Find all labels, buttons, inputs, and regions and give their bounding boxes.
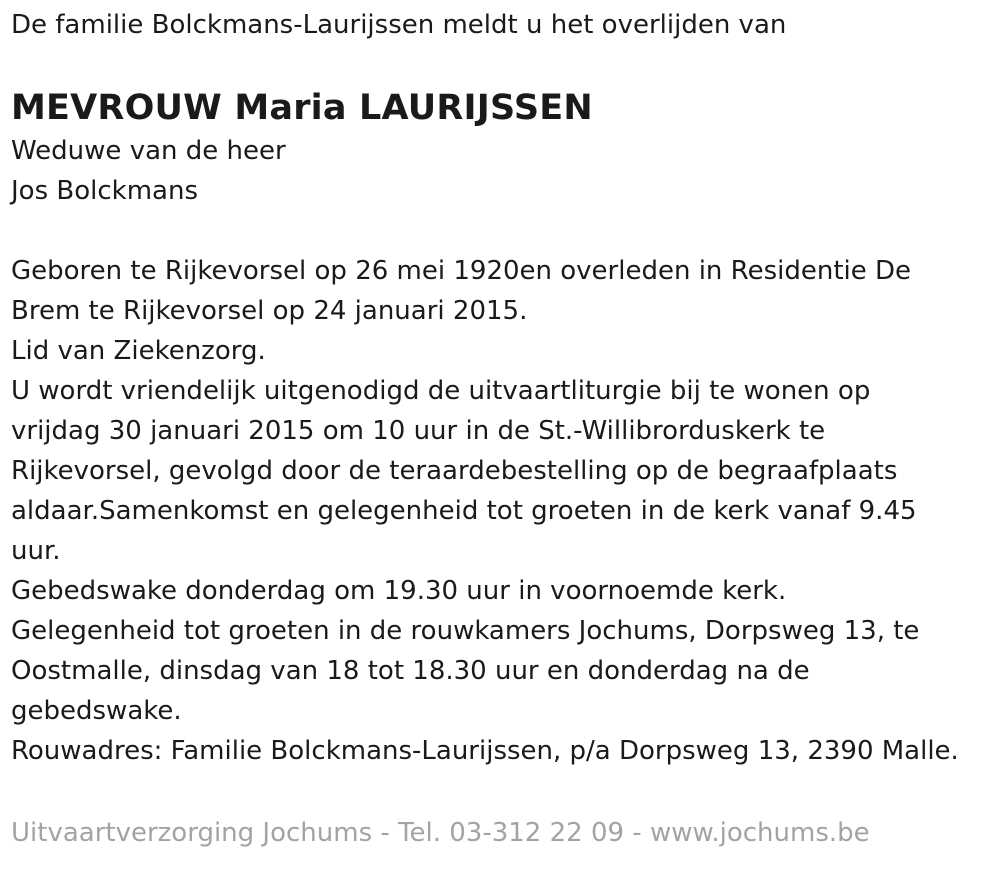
body-line: Gelegenheid tot groeten in de rouwkamers Jochums, Dorpsweg 13, te [11,616,920,646]
mourning-address: Rouwadres: Familie Bolckmans-Laurijssen, p/a Dorpsweg 13, 2390 Malle. [11,736,959,766]
body-line: Geboren te Rijkevorsel op 26 mei 1920en overleden in Residentie De [11,256,912,286]
body-line: Brem te Rijkevorsel op 24 januari 2015. [11,296,528,326]
body-line: vrijdag 30 januari 2015 om 10 uur in de St.-Willibrorduskerk te [11,416,826,446]
body-line: uur. [11,536,61,566]
body-line: U wordt vriendelijk uitgenodigd de uitvaartliturgie bij te wonen op [11,376,871,406]
body-line: gebedswake. [11,696,182,726]
deceased-name: MEVROUW Maria LAURIJSSEN [11,88,593,128]
relation-line: Jos Bolckmans [11,176,198,206]
body-line: Rijkevorsel, gevolgd door de teraardebestelling op de begraafplaats [11,456,898,486]
body-line: Gebedswake donderdag om 19.30 uur in voornoemde kerk. [11,576,787,606]
funeral-director-footer: Uitvaartverzorging Jochums - Tel. 03-312 22 09 - www.jochums.be [11,818,870,848]
obituary-notice [11,0,986,771]
intro-text: De familie Bolckmans-Laurijssen meldt u het overlijden van [11,10,787,40]
spacer [11,211,986,251]
body-line: Oostmalle, dinsdag van 18 tot 18.30 uur en donderdag na de [11,656,810,686]
body-line: Lid van Ziekenzorg. [11,336,266,366]
body-line: aldaar.Samenkomst en gelegenheid tot groeten in de kerk vanaf 9.45 [11,496,917,526]
relation-line: Weduwe van de heer [11,136,286,166]
